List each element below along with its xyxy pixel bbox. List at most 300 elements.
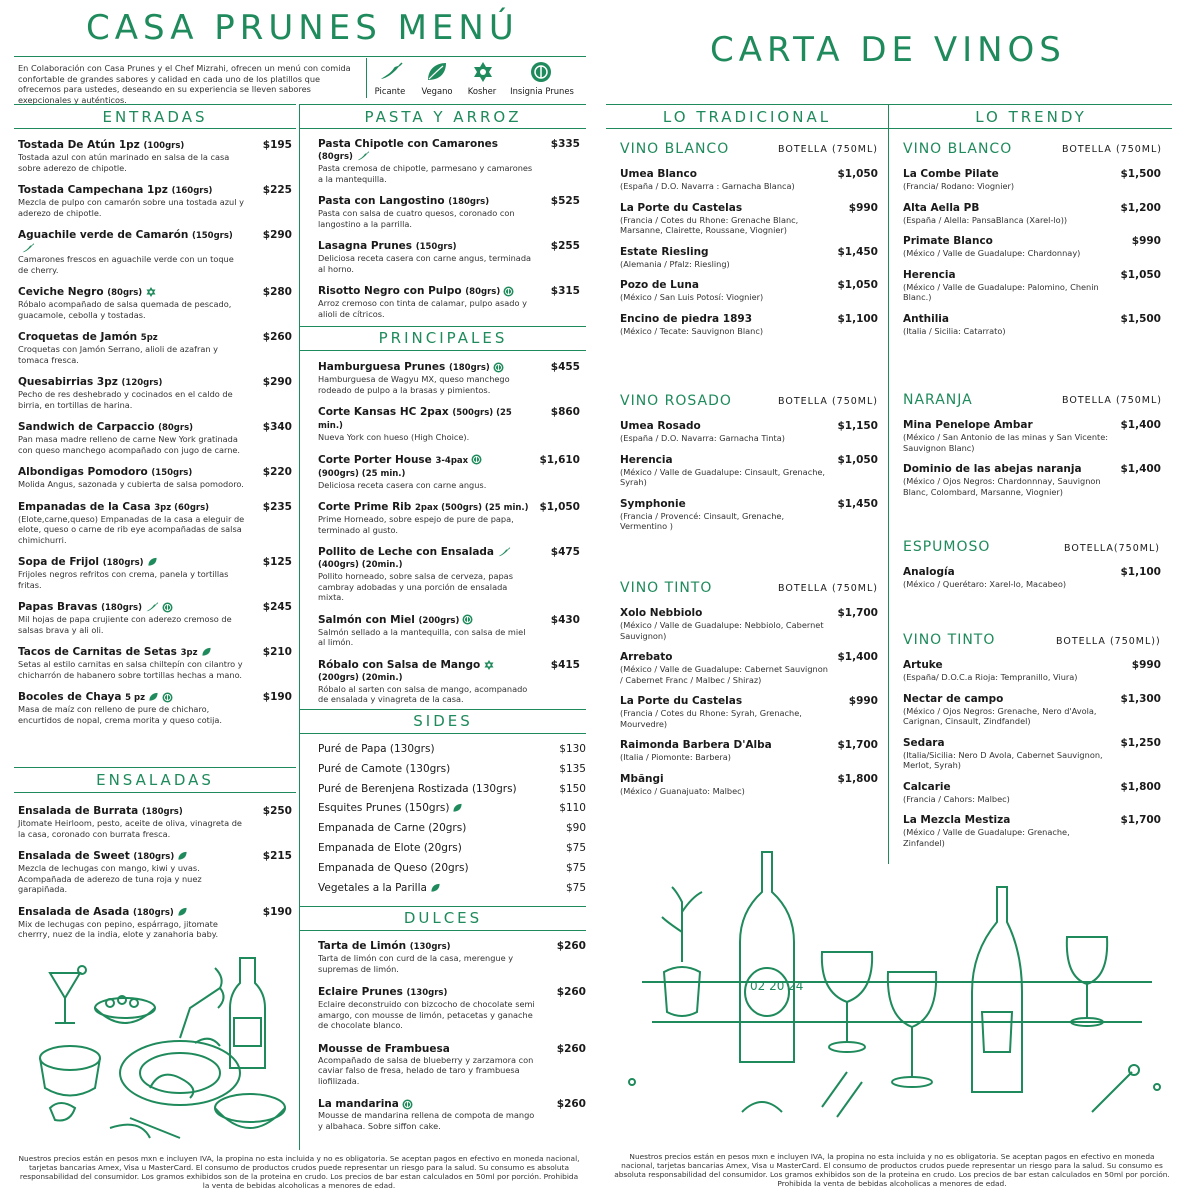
menu-item-price: $260 xyxy=(556,1098,586,1110)
wine-price: $1,050 xyxy=(1120,268,1161,281)
menu-item-name: Ensalada de Sweet xyxy=(18,850,130,862)
menu-item-price: $190 xyxy=(262,691,292,703)
menu-item-size: (160grs) xyxy=(171,186,213,196)
wine-item xyxy=(620,313,878,337)
side-item-price: $90 xyxy=(565,822,586,835)
wine-price: $1,700 xyxy=(1120,814,1161,826)
side-item-price: $135 xyxy=(559,762,586,775)
menu-item-description: Setas al estilo carnitas en salsa chiltepín con cilantro y chicharrón de habanero sobre tortillas hechas a mano. xyxy=(18,659,243,680)
side-item-price: $75 xyxy=(565,861,586,874)
menu-item-name: Corte Prime Rib xyxy=(318,501,412,513)
menu-item-name: Sandwich de Carpaccio xyxy=(18,421,155,433)
wine-item xyxy=(903,463,1161,497)
wine-item xyxy=(903,566,1161,590)
prunes-badge-icon xyxy=(493,362,504,373)
side-item xyxy=(318,822,586,842)
menu-item-title xyxy=(18,229,292,254)
wine-origin: (España / Alella: PansaBlanca (Xarel-lo)) xyxy=(903,214,1068,225)
menu-item xyxy=(18,229,292,275)
menu-item-name: Sopa de Frijol xyxy=(18,556,100,568)
menu-item-size: (100grs) xyxy=(143,141,185,151)
chili-icon xyxy=(145,602,159,613)
menu-item-price: $235 xyxy=(262,500,292,513)
section-title-dulces: DULCES xyxy=(403,909,483,927)
section-title-sides: SIDES xyxy=(413,712,473,730)
menu-item-description: Róbalo acompañado de salsa quemada de pescado, guacamole, cebolla y tostadas. xyxy=(18,299,232,320)
wine-name: Sedara xyxy=(903,736,945,749)
menu-item-size: (500grs) (25 min.) xyxy=(318,408,512,431)
wine-origin: (México / San Luis Potosí: Viognier) xyxy=(620,292,764,302)
menu-item-price: $860 xyxy=(550,406,580,418)
menu-item-title xyxy=(318,195,580,208)
menu-item xyxy=(18,466,292,490)
wine-name: Umea Rosado xyxy=(620,420,701,432)
menu-item-price: $290 xyxy=(262,229,292,241)
prunes-badge-icon xyxy=(162,602,173,613)
menu-item-name: Lasagna Prunes xyxy=(318,240,413,252)
menu-item-name: Eclaire Prunes xyxy=(318,986,403,998)
wine-price: $1,700 xyxy=(837,739,878,751)
menu-item xyxy=(318,614,580,648)
menu-item-price: $260 xyxy=(556,986,586,998)
menu-item-description: Arroz cremoso con tinta de calamar, pulpo asado y alioli de cítricos. xyxy=(318,298,527,319)
menu-item-name: Hamburguesa Prunes xyxy=(318,361,446,373)
wine-item xyxy=(903,235,1161,259)
prunes-badge-icon xyxy=(162,692,173,703)
wine-name: Herencia xyxy=(903,268,956,281)
wine-header-bottom-rule xyxy=(606,128,1172,129)
ensaladas-bottom-rule xyxy=(14,792,296,793)
menu-item-title xyxy=(318,986,586,999)
menu-item-price: $475 xyxy=(550,546,580,558)
menu-item-name: Empanadas de la Casa xyxy=(18,500,151,513)
prunes-badge-icon xyxy=(530,61,552,83)
menu-item-price: $280 xyxy=(262,286,292,298)
menu-item-size: (180grs) xyxy=(141,807,183,817)
menu-item-price: $210 xyxy=(262,646,292,658)
wine-origin: (México / Guanajuato: Malbec) xyxy=(620,785,745,796)
menu-item-description: Jitomate Heirloom, pesto, aceite de oliva, vinagreta de la casa, coronado con burrata fresca. xyxy=(18,818,242,839)
menu-item xyxy=(318,1043,586,1087)
intro-divider xyxy=(366,58,367,98)
menu-item-size: (180grs) xyxy=(133,852,175,862)
menu-item xyxy=(318,454,580,491)
sides-list xyxy=(318,743,586,901)
trendy-vino-tinto-list xyxy=(903,659,1161,858)
dulces-list xyxy=(318,940,586,1143)
side-item-name: Puré de Papa (130grs) xyxy=(318,743,435,755)
wine-item xyxy=(620,279,878,303)
ensaladas-top-rule xyxy=(14,767,296,768)
menu-item-price: $455 xyxy=(550,361,580,373)
pasta-top-rule xyxy=(300,104,586,105)
menu-item-description: Pasta cremosa de chipotle, parmesano y camarones a la mantequilla. xyxy=(318,163,533,184)
menu-item-price: $215 xyxy=(262,850,292,862)
menu-item xyxy=(318,940,586,974)
menu-item-name: Quesabirrias 3pz xyxy=(18,376,118,388)
bottle-label-text: 02 20 24 xyxy=(750,979,804,993)
wine-origin: (México / Valle de Guadalupe: Palomino, Chenin Blanc.) xyxy=(903,281,1099,302)
side-item-name: Empanada de Queso (20grs) xyxy=(318,861,469,874)
menu-item xyxy=(18,646,292,680)
side-item-price: $130 xyxy=(559,743,586,755)
wine-name: Primate Blanco xyxy=(903,235,993,247)
intro-top-rule xyxy=(14,56,586,57)
wine-origin: (España / D.O. Navarra : Garnacha Blanca) xyxy=(620,181,795,191)
menu-item-size: (80grs) xyxy=(318,152,353,162)
wine-origin: (España/ D.O.C.a Rioja: Tempranillo, Viura) xyxy=(903,672,1078,682)
wine-name: Symphonie xyxy=(620,497,686,510)
menu-item-price: $1,610 xyxy=(539,453,580,466)
menu-item-price: $1,050 xyxy=(539,501,580,513)
wine-name: Dominio de las abejas naranja xyxy=(903,463,1082,475)
wine-price: $1,050 xyxy=(837,453,878,466)
wine-price: $1,200 xyxy=(1120,201,1161,214)
wine-price: $1,400 xyxy=(837,651,878,663)
trendy-espumoso-bottle: BOTELLA(750ML) xyxy=(1064,543,1160,554)
menu-item-name: Tostada Campechana 1pz xyxy=(18,184,168,196)
wine-price: $1,300 xyxy=(1120,692,1161,705)
leaf-icon xyxy=(425,61,449,83)
menu-item-description: Mezcla de pulpo con camarón sobre una tostada azul y aderezo de chipotle. xyxy=(18,197,244,218)
menu-item xyxy=(18,139,292,173)
wine-item xyxy=(903,419,1161,453)
trad-vino-blanco-list xyxy=(620,168,878,346)
menu-item-title xyxy=(318,546,580,571)
menu-item-title xyxy=(318,240,580,253)
menu-item-title xyxy=(318,361,580,374)
menu-item xyxy=(318,501,580,535)
menu-item-size: 3pz (60grs) xyxy=(154,502,210,513)
wine-price: $1,250 xyxy=(1120,736,1161,749)
menu-item-title xyxy=(318,406,580,432)
wine-price: $990 xyxy=(1131,659,1161,671)
menu-item xyxy=(18,376,292,410)
menu-item xyxy=(18,906,292,940)
menu-item-size: 3pz xyxy=(180,648,198,658)
wine-origin: (México / Valle de Guadalupe: Grenache, Zinfandel) xyxy=(903,827,1070,848)
dulces-bottom-rule xyxy=(300,930,586,931)
wine-illustration xyxy=(622,842,1172,1142)
menu-item-description: Eclaire deconstruido con bizcocho de chocolate semi amargo, con mousse de limón, petacetas y ganache de chocolate blanco. xyxy=(318,999,535,1030)
menu-item-price: $260 xyxy=(262,331,292,343)
wine-origin: (Francia / Cotes du Rhone: Grenache Blanc, Marsanne, Clairette, Roussane, Viognier) xyxy=(620,214,799,235)
wine-origin: (Italia / Piomonte: Barbera) xyxy=(620,752,732,762)
sides-bottom-rule xyxy=(300,733,586,734)
wine-price: $1,100 xyxy=(837,312,878,325)
wine-price: $1,500 xyxy=(1120,312,1161,325)
wine-name: Raimonda Barbera D'Alba xyxy=(620,739,772,751)
menu-item-size: (180grs) xyxy=(101,603,142,613)
wine-item xyxy=(620,202,878,236)
side-item-price: $75 xyxy=(565,841,586,854)
wine-name: Estate Riesling xyxy=(620,245,709,258)
wine-price: $1,800 xyxy=(1120,780,1161,793)
menu-item-description: Mix de lechugas con pepino, espárrago, jitomate cherrry, nuez de la india, elote y zanahoria baby. xyxy=(18,918,219,939)
menu-item xyxy=(318,240,580,274)
trad-vino-tinto-list xyxy=(620,607,878,806)
menu-item-size: 3-4pax xyxy=(435,455,469,466)
menu-item-price: $260 xyxy=(556,1042,586,1055)
menu-item-title xyxy=(18,184,292,197)
wine-name: Alta Aella PB xyxy=(903,201,980,214)
trendy-naranja-list xyxy=(903,419,1161,507)
menu-item-name: Róbalo con Salsa de Mango xyxy=(318,658,481,671)
sides-top-rule xyxy=(300,709,586,710)
menu-item-title xyxy=(18,646,292,659)
wine-name: La Porte du Castelas xyxy=(620,201,743,214)
menu-item xyxy=(18,601,292,635)
menu-item-description: Acompañado de salsa de blueberry y zarzamora con caviar falso de fresa, helado de taro y frambuesa liofilizada. xyxy=(318,1054,534,1086)
menu-item-name: Bocoles de Chaya xyxy=(18,691,122,703)
menu-item-price: $125 xyxy=(262,556,292,568)
section-title-entradas: ENTRADAS xyxy=(102,108,208,126)
trad-vino-blanco-bottle: BOTELLA (750ML) xyxy=(778,144,878,155)
footer-left: Nuestros precios están en pesos mxn e incluyen IVA, la propina no esta incluida y no es obligatoria. Se aceptan pagos en efectivo en moneda nacional, tarjetas bancarias Amex, Visa u MasterCard. El consumo de productos crudos puede representar un riesgo para la salud. Su consumo es absoluta responsabilidad del consumidor. Los gramos exhibidos son de la proteina en crudo. Los precios de bar estan calculados en 50ml por porción. Prohibida la venta de bebidas alcoholicas a menores de edad. xyxy=(18,1154,580,1190)
trendy-naranja-bottle: BOTELLA (750ML) xyxy=(1062,395,1162,406)
principales-top-rule xyxy=(300,326,586,327)
wine-item xyxy=(903,693,1161,727)
leaf-icon xyxy=(430,883,441,893)
wine-name: Calcarie xyxy=(903,780,951,793)
menu-item-price: $255 xyxy=(550,240,580,252)
menu-item-size: 5 pz xyxy=(125,693,146,703)
wine-item xyxy=(903,202,1161,226)
wine-name: Nectar de campo xyxy=(903,692,1004,705)
wine-top-rule xyxy=(606,104,1172,105)
menu-item-name: Ensalada de Burrata xyxy=(18,805,139,817)
side-item-name: Vegetales a la Parilla xyxy=(318,881,427,894)
menu-item-size: (120grs) xyxy=(121,378,163,388)
wine-price: $1,500 xyxy=(1120,168,1161,180)
menu-item xyxy=(318,361,580,395)
menu-item-title xyxy=(18,286,292,299)
menu-item-description: Camarones frescos en aguachile verde con un toque de cherry. xyxy=(18,254,234,275)
menu-item-title xyxy=(318,659,580,684)
menu-item xyxy=(318,986,586,1031)
wine-price: $1,800 xyxy=(837,772,878,785)
menu-item-size: (180grs) xyxy=(448,363,490,373)
menu-item-name: Corte Kansas HC 2pax xyxy=(318,406,449,418)
menu-item-title xyxy=(318,138,580,163)
menu-title: CASA PRUNES MENÚ xyxy=(86,8,519,48)
menu-item-description: Molida Angus, sazonada y cubierta de salsa pomodoro. xyxy=(18,479,244,489)
wine-name: Artuke xyxy=(903,659,943,671)
trendy-espumoso-list xyxy=(903,566,1161,600)
prunes-badge-icon xyxy=(462,614,473,625)
menu-item-name: Corte Porter House xyxy=(318,453,432,466)
menu-item-title xyxy=(18,421,292,434)
menu-item-title xyxy=(318,940,586,953)
wine-name: La Combe Pilate xyxy=(903,168,999,180)
menu-item-name: La mandarina xyxy=(318,1098,399,1110)
star-of-david-icon xyxy=(483,659,495,671)
wine-origin: (México / Valle de Guadalupe: Chardonnay) xyxy=(903,248,1081,258)
menu-item-price: $290 xyxy=(262,376,292,388)
menu-item-name: Tacos de Carnitas de Setas xyxy=(18,646,177,658)
wine-origin: (Italia/Sicilia: Nero D Avola, Cabernet Sauvignon, Merlot, Syrah) xyxy=(903,749,1103,770)
trendy-vino-tinto-bottle: BOTELLA (750ML)) xyxy=(1056,636,1161,647)
menu-item-description: Deliciosa receta casera con carne angus, terminada al horno. xyxy=(318,253,532,274)
menu-item-description: Croquetas con Jamón Serrano, alioli de azafran y tomaca fresca. xyxy=(18,344,218,365)
menu-item-size: (180grs) xyxy=(448,197,490,207)
menu-item xyxy=(18,850,292,895)
trendy-vino-blanco-title: VINO BLANCO xyxy=(903,141,1013,157)
trendy-espumoso-title: ESPUMOSO xyxy=(903,539,991,555)
wine-origin: (Italia / Sicilia: Catarrato) xyxy=(903,325,1006,336)
menu-item-price: $415 xyxy=(550,658,580,671)
wine-item xyxy=(903,737,1161,771)
menu-item-description: Pan masa madre relleno de carne New York gratinada con queso manchego acompañado con jugo de carne. xyxy=(18,434,241,455)
menu-item-description: Nueva York con hueso (High Choice). xyxy=(318,432,470,442)
menu-item-title xyxy=(318,614,580,627)
menu-item-name: Salmón con Miel xyxy=(318,613,415,626)
wine-origin: (España / D.O. Navarra: Garnacha Tinta) xyxy=(620,433,785,443)
menu-item-name: Tarta de Limón xyxy=(318,940,407,952)
side-item xyxy=(318,783,586,803)
wine-item xyxy=(903,659,1161,683)
wine-origin: (México / San Antonio de las minas y San Vicente: Sauvignon Blanc) xyxy=(903,432,1109,453)
side-item xyxy=(318,862,586,882)
menu-item-price: $430 xyxy=(550,613,580,626)
menu-item-price: $335 xyxy=(550,138,580,150)
wine-price: $1,450 xyxy=(837,497,878,510)
menu-item xyxy=(18,691,292,725)
chili-icon xyxy=(21,243,35,254)
menu-item-name: Aguachile verde de Camarón xyxy=(18,229,189,241)
menu-item-name: Ceviche Negro xyxy=(18,286,104,298)
menu-item-description: Salmón sellado a la mantequilla, con salsa de miel al limón. xyxy=(318,626,526,647)
menu-item-size: (80grs) xyxy=(465,287,501,297)
star-of-david-icon xyxy=(145,286,157,298)
trendy-naranja-title: NARANJA xyxy=(903,392,973,408)
side-item-name: Puré de Berenjena Rostizada (130grs) xyxy=(318,782,517,795)
menu-item-size: (200grs) xyxy=(418,615,460,626)
menu-item-title xyxy=(318,285,580,298)
menu-item-description: Mousse de mandarina rellena de compota de mango y albahaca. Sobre siffon cake. xyxy=(318,1110,535,1131)
menu-item-description: Pasta con salsa de cuatro quesos, coronado con langostino a la parrilla. xyxy=(318,208,515,229)
wine-origin: (México / Valle de Guadalupe: Cabernet Sauvignon / Cabernet Franc / Malbec / Shiraz) xyxy=(620,664,828,685)
wine-price: $1,450 xyxy=(837,245,878,258)
wine-item xyxy=(620,420,878,444)
trad-vino-rosado-list xyxy=(620,420,878,542)
wine-origin: (Francia / Provencé: Cinsault, Grenache, Vermentino ) xyxy=(620,510,785,531)
legend-label-kosher: Kosher xyxy=(467,86,497,96)
side-item xyxy=(318,763,586,783)
leaf-icon xyxy=(177,851,188,861)
menu-item xyxy=(318,138,580,184)
menu-item-description: Mil hojas de papa crujiente con aderezo cremoso de salsas brava y ali oli. xyxy=(18,614,232,635)
menu-item-price: $190 xyxy=(262,905,292,918)
leaf-icon xyxy=(177,907,188,917)
side-item-name: Empanada de Carne (20grs) xyxy=(318,822,467,835)
menu-item-description: Róbalo al sarten con salsa de mango, acompanado de ensalada y vinagreta de la casa. xyxy=(318,683,528,704)
wine-price: $1,700 xyxy=(837,607,878,619)
menu-item-size: (80grs) xyxy=(158,423,194,433)
wine-item xyxy=(620,607,878,641)
wine-name: Pozo de Luna xyxy=(620,279,699,291)
wine-name: La Mezcla Mestiza xyxy=(903,814,1011,826)
menu-item-description: Deliciosa receta casera con carne angus. xyxy=(318,479,487,490)
leaf-icon xyxy=(148,692,159,702)
menu-item-name: Pasta Chipotle con Camarones xyxy=(318,138,499,150)
menu-item-description: Hamburguesa de Wagyu MX, queso manchego rodeado de pulpo a la brasas y pimientos. xyxy=(318,374,510,395)
menu-item-title xyxy=(18,906,292,919)
menu-item-price: $220 xyxy=(262,466,292,478)
menu-item xyxy=(318,1098,586,1131)
wine-origin: (Alemania / Pfalz: Riesling) xyxy=(620,258,730,269)
chili-icon xyxy=(356,151,370,162)
wine-name: Herencia xyxy=(620,453,673,466)
wine-price: $1,400 xyxy=(1120,419,1161,431)
entradas-top-rule xyxy=(14,104,296,105)
menu-item-description: Tostada azul con atún marinado en salsa de la casa sobre aderezo de chipotle. xyxy=(18,152,230,173)
menu-item-name: Papas Bravas xyxy=(18,601,98,613)
wine-name: Arrebato xyxy=(620,651,673,663)
menu-item-size: (130grs) xyxy=(406,988,448,998)
menu-item xyxy=(18,421,292,455)
menu-item-size: (80grs) xyxy=(107,288,143,298)
trad-vino-rosado-bottle: BOTELLA (750ML) xyxy=(778,396,878,407)
trad-vino-rosado-title: VINO ROSADO xyxy=(620,393,732,409)
menu-item-size: (400grs) (20min.) xyxy=(318,560,403,570)
menu-item-size: 2pax (500grs) (25 min.) xyxy=(414,503,529,513)
side-item-price: $110 xyxy=(559,802,586,815)
menu-item-title xyxy=(18,556,292,569)
menu-item-title xyxy=(18,466,292,479)
wine-item xyxy=(620,454,878,488)
menu-item-description: Frijoles negros refritos con crema, panela y tortillas fritas. xyxy=(18,569,229,590)
legend-label-picante: Picante xyxy=(374,86,406,96)
menu-item-description: Mezcla de lechugas con mango, kiwi y uvas. Acompañada de aderezo de tuna roja y nuez garapiñada. xyxy=(18,863,202,894)
menu-column-divider xyxy=(299,104,300,1150)
menu-item xyxy=(18,556,292,590)
leaf-icon xyxy=(452,803,463,813)
menu-item-description: Pecho de res deshebrado y cocinados en el caldo de birria, en tortillas de harina. xyxy=(18,389,233,410)
menu-item-price: $245 xyxy=(262,601,292,613)
menu-item-name: Pollito de Leche con Ensalada xyxy=(318,546,495,558)
menu-item-size: (180grs) xyxy=(132,907,174,918)
side-item xyxy=(318,802,586,822)
prunes-badge-icon xyxy=(402,1099,413,1110)
menu-item xyxy=(318,546,580,603)
trendy-vino-blanco-bottle: BOTELLA (750ML) xyxy=(1062,144,1162,155)
menu-item-size: 5pz xyxy=(140,333,158,343)
wine-item xyxy=(620,246,878,270)
chili-icon xyxy=(497,547,511,558)
menu-item-size: (150grs) xyxy=(191,231,233,241)
entradas-bottom-rule xyxy=(14,128,296,129)
section-title-pasta: PASTA Y ARROZ xyxy=(364,108,522,126)
menu-item-price: $260 xyxy=(556,940,586,952)
wine-name: Encino de piedra 1893 xyxy=(620,312,753,325)
menu-item-description: (Elote,carne,queso) Empanadas de la casa a eleguir de elote, queso o carne de rib eye acompañadas de salsa chimichurri. xyxy=(18,513,245,545)
menu-item xyxy=(318,406,580,443)
prunes-badge-icon xyxy=(471,454,482,465)
footer-right: Nuestros precios están en pesos mxn e incluyen IVA, la propina no esta incluida y no es obligatoria. Se aceptan pagos en efectivo en moneda nacional, tarjetas bancarias Amex, Visa u MasterCard. El consumo de productos crudos puede representar un riesgo para la salud. Su consumo es absoluta responsabilidad del consumidor. Los gramos exhibidos son de la proteina en crudo. Los precios de bar estan calculados en 50ml por porción. Prohibida la venta de bebidas alcoholicas a menores de edad. xyxy=(614,1152,1170,1188)
side-item-name: Esquites Prunes (150grs) xyxy=(318,802,450,815)
trad-vino-tinto-title: VINO TINTO xyxy=(620,580,713,596)
menu-item xyxy=(18,286,292,320)
principales-list xyxy=(318,361,580,716)
trad-vino-tinto-bottle: BOTELLA (750ML) xyxy=(778,583,878,594)
menu-item-title xyxy=(18,331,292,344)
wine-title-tradicional: LO TRADICIONAL xyxy=(662,108,832,126)
menu-item xyxy=(18,331,292,365)
wine-price: $990 xyxy=(1131,235,1161,247)
leaf-icon xyxy=(201,647,212,657)
dulces-top-rule xyxy=(300,906,586,907)
